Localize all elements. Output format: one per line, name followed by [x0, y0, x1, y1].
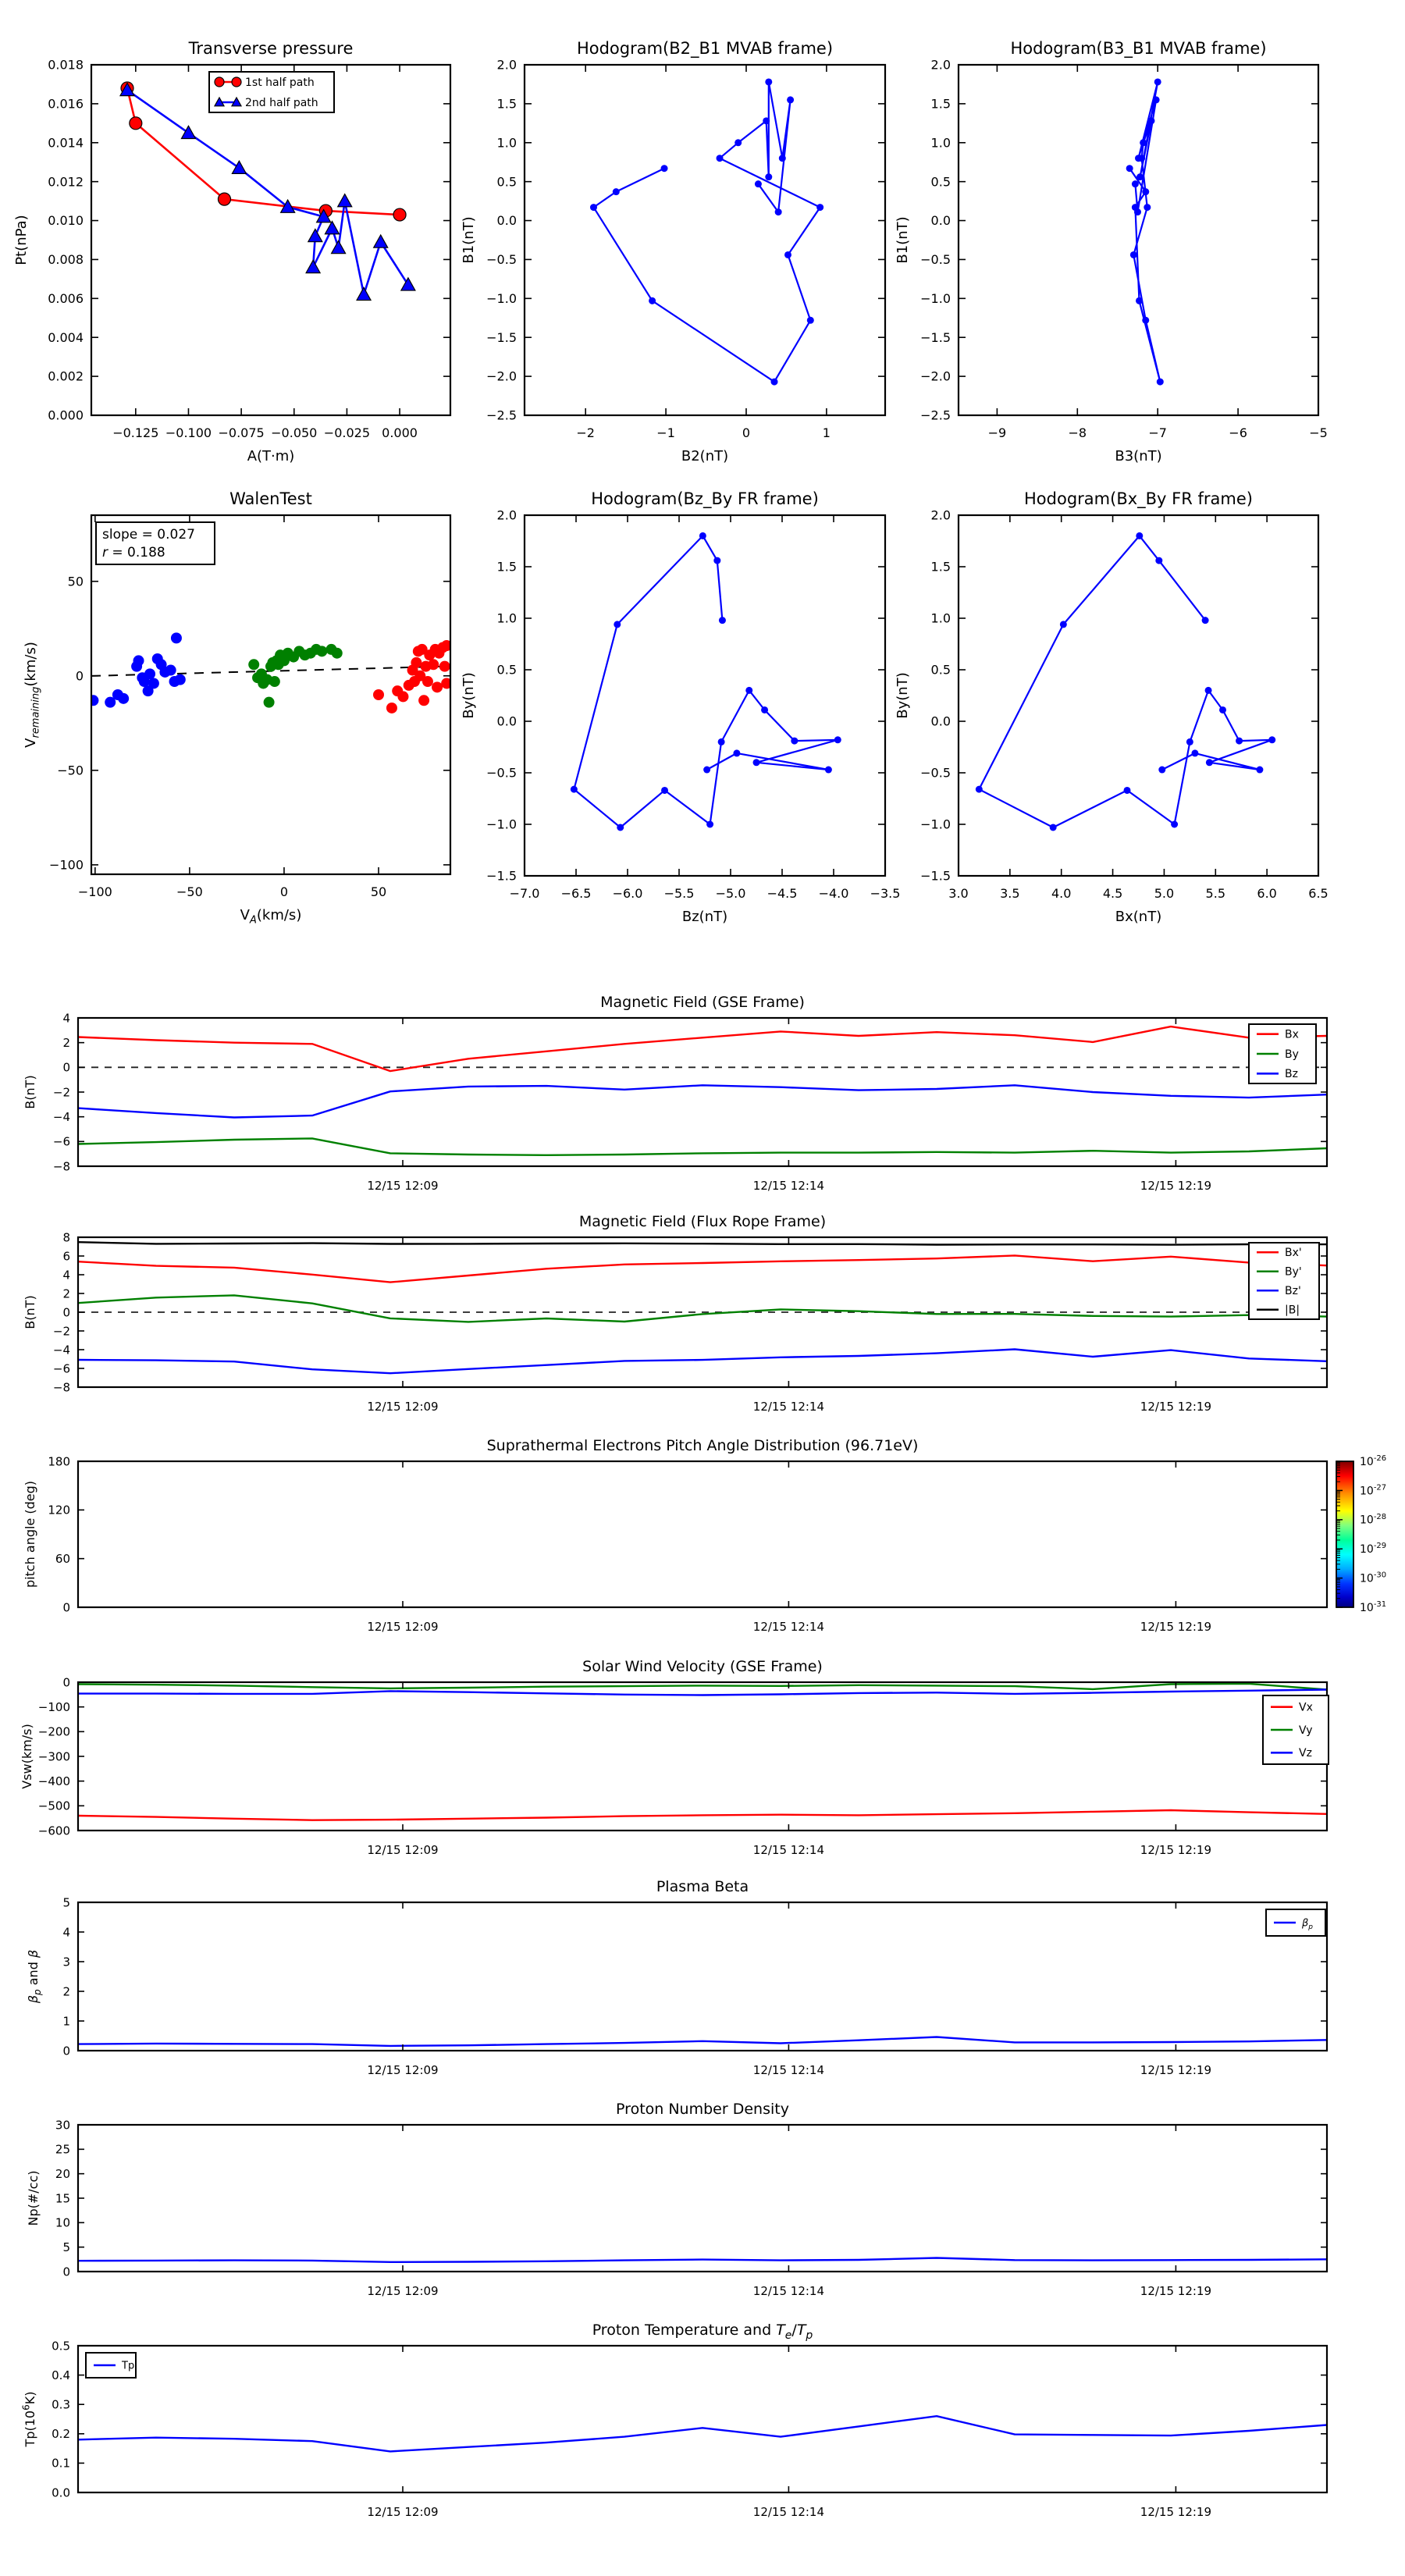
legend-label: Vx [1299, 1701, 1313, 1714]
legend [1263, 1695, 1329, 1764]
chart-svg-hodogram-bx-by [857, 468, 1405, 948]
x-tick-label: 12/15 12:14 [752, 1843, 825, 1857]
x-tick-label: 5.5 [1205, 886, 1226, 901]
y-axis-label: $\beta_p$ and β [26, 1949, 43, 2004]
y-tick-label: 0 [62, 2044, 70, 2058]
y-tick-label: 1.5 [930, 96, 951, 112]
y-tick-label: 0.018 [48, 57, 84, 73]
x-tick-label: −5.5 [663, 886, 695, 901]
y-tick-label: 0 [62, 1675, 70, 1690]
y-tick-label: 1.0 [930, 135, 951, 151]
y-tick-label: −0.5 [920, 252, 951, 268]
y-tick-label: 15 [55, 2191, 70, 2206]
x-axis-label: Bx(nT) [1115, 909, 1162, 925]
y-axis-label: By(nT) [895, 672, 911, 719]
x-tick-label: 12/15 12:19 [1140, 2505, 1212, 2519]
annotation-box [96, 522, 215, 564]
y-tick-label: −2.5 [486, 407, 517, 423]
y-axis-label: pitch angle (deg) [23, 1480, 37, 1589]
y-tick-label: 0.5 [930, 174, 951, 190]
y-tick-label: 0.008 [48, 252, 84, 268]
x-tick-label: 1 [822, 425, 831, 440]
y-tick-label: 0.016 [48, 96, 84, 112]
y-tick-label: 0.5 [52, 2339, 70, 2354]
colorbar-tick-label: $10^{-30}$ [1360, 1571, 1387, 1585]
x-tick-label: 0 [742, 425, 751, 440]
y-tick-label: 1.5 [930, 559, 951, 575]
legend-label: Tp [122, 2360, 135, 2372]
y-tick-label: 0.5 [930, 662, 951, 678]
y-tick-label: −1.5 [486, 868, 517, 884]
colorbar-tick-label: $10^{-26}$ [1360, 1454, 1387, 1468]
chart-title: Plasma Beta [656, 1878, 749, 1895]
plot-area [78, 1902, 1327, 2051]
chart-title: Magnetic Field (Flux Rope Frame) [578, 1213, 827, 1230]
y-tick-label: 0 [62, 1305, 70, 1320]
plot-area [78, 1682, 1327, 1831]
x-tick-label: −0.050 [271, 425, 318, 440]
x-tick-label: −1 [656, 425, 675, 440]
y-tick-label: 180 [48, 1454, 70, 1469]
y-tick-label: −500 [37, 1799, 70, 1813]
x-tick-label: 12/15 12:19 [1140, 1620, 1212, 1634]
chart-title: Proton Number Density [616, 2101, 789, 2118]
y-tick-label: −1.5 [920, 329, 951, 345]
x-tick-label: −0.100 [165, 425, 212, 440]
x-tick-label: 12/15 12:14 [752, 2505, 825, 2519]
x-axis-label: A(T·m) [247, 448, 295, 464]
y-tick-label: 0.004 [48, 329, 84, 345]
plot-area [525, 515, 885, 876]
x-tick-label: −3.5 [870, 886, 901, 901]
y-axis-label: Pt(nPa) [13, 215, 30, 265]
x-tick-label: −2 [576, 425, 595, 440]
y-axis-label: $V_{remaining}(km/s)$ [23, 642, 42, 748]
chart-title: Hodogram(B2_B1 MVAB frame) [576, 39, 834, 58]
chart-title: Suprathermal Electrons Pitch Angle Distribution (96.71eV) [486, 1437, 919, 1454]
x-axis-label: B2(nT) [681, 448, 729, 464]
y-tick-label: 0.002 [48, 368, 84, 384]
x-tick-label: 0.000 [382, 425, 418, 440]
x-tick-label: 3.0 [948, 886, 969, 901]
y-tick-label: 0.5 [496, 662, 517, 678]
y-tick-label: −1.5 [920, 868, 951, 884]
x-tick-label: 12/15 12:09 [367, 2505, 439, 2519]
y-tick-label: 0.3 [52, 2397, 70, 2412]
x-axis-label: Bz(nT) [681, 909, 728, 925]
plot-area [78, 2125, 1327, 2272]
y-tick-label: 4 [62, 1268, 70, 1283]
y-tick-label: 2.0 [496, 57, 517, 73]
x-tick-label: 6.0 [1257, 886, 1277, 901]
legend-label: |B| [1285, 1304, 1300, 1317]
x-tick-label: 12/15 12:09 [367, 1179, 439, 1193]
y-tick-label: −100 [37, 1699, 70, 1714]
y-tick-label: 3 [62, 1955, 70, 1969]
y-tick-label: −1.0 [486, 290, 517, 306]
x-tick-label: 12/15 12:14 [752, 1400, 825, 1414]
x-tick-label: −7 [1148, 425, 1167, 440]
legend [86, 2353, 136, 2378]
legend-label: By' [1285, 1265, 1302, 1279]
legend-label: Vz [1299, 1747, 1312, 1760]
x-tick-label: 6.5 [1308, 886, 1329, 901]
chart-title: WalenTest [229, 489, 312, 508]
y-tick-label: −1.0 [920, 290, 951, 306]
x-tick-label: −4.5 [767, 886, 798, 901]
legend [1249, 1243, 1319, 1319]
y-tick-label: 0.2 [52, 2427, 70, 2442]
y-tick-label: 0.0 [496, 713, 517, 729]
legend [209, 72, 334, 112]
x-tick-label: 4.5 [1102, 886, 1123, 901]
chart-svg-hodogram-b3-b1 [857, 18, 1405, 487]
y-tick-label: 0.000 [48, 407, 84, 423]
y-tick-label: −6 [52, 1134, 70, 1149]
x-tick-label: 12/15 12:14 [752, 2284, 825, 2298]
y-tick-label: −2 [52, 1324, 70, 1339]
y-tick-label: 25 [55, 2142, 70, 2157]
chart-title: Proton Temperature and $T_e/T_p$ [592, 2322, 813, 2342]
x-tick-label: 12/15 12:19 [1140, 2063, 1212, 2077]
x-tick-label: 4.0 [1051, 886, 1072, 901]
chart-title: Hodogram(B3_B1 MVAB frame) [1010, 39, 1267, 58]
x-tick-label: −6.5 [560, 886, 592, 901]
chart-title: Hodogram(Bz_By FR frame) [591, 489, 819, 508]
x-tick-label: 3.5 [1000, 886, 1020, 901]
y-tick-label: 0.014 [48, 135, 84, 151]
y-tick-label: 5 [62, 1895, 70, 1910]
chart-title: Transverse pressure [188, 39, 354, 58]
legend [1249, 1024, 1316, 1083]
x-tick-label: −5.0 [715, 886, 746, 901]
chart-title: Solar Wind Velocity (GSE Frame) [582, 1658, 823, 1675]
x-tick-label: −50 [176, 884, 203, 899]
y-tick-label: −400 [37, 1774, 70, 1788]
y-tick-label: −50 [57, 763, 84, 778]
y-tick-label: 8 [62, 1230, 70, 1245]
x-axis-label: $V_A(km/s)$ [240, 907, 302, 927]
y-tick-label: −2.0 [920, 368, 951, 384]
x-tick-label: −6.0 [612, 886, 643, 901]
legend-label: Bx' [1285, 1247, 1302, 1260]
y-tick-label: 60 [55, 1551, 70, 1566]
y-tick-label: −0.5 [486, 765, 517, 781]
y-tick-label: 1.5 [496, 559, 517, 575]
y-tick-label: −1.5 [486, 329, 517, 345]
y-axis-label: B1(nT) [461, 216, 477, 264]
plot-area [78, 1461, 1327, 1607]
y-tick-label: 6 [62, 1249, 70, 1264]
y-tick-label: 1.5 [496, 96, 517, 112]
y-axis-label: B1(nT) [895, 216, 911, 264]
x-tick-label: 5.0 [1154, 886, 1175, 901]
y-tick-label: 0.0 [930, 213, 951, 229]
y-tick-label: 20 [55, 2166, 70, 2181]
x-tick-label: 12/15 12:09 [367, 1843, 439, 1857]
legend-label: By [1285, 1048, 1299, 1061]
y-tick-label: −2.0 [486, 368, 517, 384]
y-tick-label: 0.0 [930, 713, 951, 729]
y-tick-label: −4 [52, 1109, 70, 1124]
x-tick-label: 12/15 12:19 [1140, 1179, 1212, 1193]
y-tick-label: −2 [52, 1085, 70, 1100]
x-tick-label: 0 [279, 884, 289, 899]
plot-area [525, 65, 885, 415]
x-tick-label: 12/15 12:14 [752, 1179, 825, 1193]
y-tick-label: 0 [75, 668, 84, 684]
plot-area [78, 1018, 1327, 1166]
y-tick-label: 0.006 [48, 290, 84, 306]
y-tick-label: 1 [62, 2014, 70, 2029]
y-tick-label: −1.0 [486, 817, 517, 832]
y-tick-label: 30 [55, 2118, 70, 2133]
y-tick-label: 0.5 [496, 174, 517, 190]
x-tick-label: −7.0 [509, 886, 540, 901]
y-tick-label: 0 [62, 2265, 70, 2279]
y-tick-label: −100 [49, 857, 84, 873]
x-tick-label: 12/15 12:19 [1140, 1843, 1212, 1857]
y-tick-label: 4 [62, 1925, 70, 1940]
y-tick-label: 4 [62, 1011, 70, 1026]
chart-svg-proton-temp [0, 2299, 1405, 2564]
x-tick-label: −5 [1309, 425, 1328, 440]
x-tick-label: −0.075 [218, 425, 265, 440]
x-tick-label: 12/15 12:19 [1140, 1400, 1212, 1414]
x-tick-label: −4.0 [818, 886, 849, 901]
y-tick-label: −300 [37, 1749, 70, 1764]
x-tick-label: 12/15 12:09 [367, 2284, 439, 2298]
y-tick-label: −8 [52, 1159, 70, 1174]
annotation-line: r = 0.188 [102, 545, 165, 560]
y-axis-label: B(nT) [23, 1075, 37, 1109]
x-tick-label: 12/15 12:14 [752, 2063, 825, 2077]
legend-label: 1st half path [245, 76, 315, 89]
x-axis-label: B3(nT) [1115, 448, 1162, 464]
annotation-line: slope = 0.027 [102, 527, 195, 543]
plot-area [78, 2346, 1327, 2492]
y-tick-label: 5 [62, 2240, 70, 2254]
legend-label: $\beta_p$ [1302, 1917, 1314, 1931]
legend [1266, 1909, 1325, 1936]
y-tick-label: 120 [48, 1503, 70, 1517]
x-tick-label: 12/15 12:19 [1140, 2284, 1212, 2298]
x-tick-label: −8 [1068, 425, 1087, 440]
y-tick-label: −0.5 [920, 765, 951, 781]
y-tick-label: −2.5 [920, 407, 951, 423]
y-tick-label: −600 [37, 1823, 70, 1838]
y-tick-label: 2.0 [496, 507, 517, 523]
y-axis-label: Vsw(km/s) [20, 1724, 34, 1789]
x-tick-label: 12/15 12:14 [752, 1620, 825, 1634]
x-tick-label: −100 [77, 884, 112, 899]
x-tick-label: −6 [1229, 425, 1247, 440]
y-tick-label: 2.0 [930, 507, 951, 523]
y-tick-label: 10 [55, 2215, 70, 2230]
y-axis-label: Np(#/cc) [26, 2170, 41, 2226]
y-tick-label: 0 [62, 1600, 70, 1615]
y-axis-label: $Tp(10^6K)$ [20, 2391, 37, 2447]
x-tick-label: −0.125 [112, 425, 159, 440]
colorbar-tick-label: $10^{-28}$ [1360, 1512, 1387, 1527]
y-tick-label: 0.0 [52, 2485, 70, 2500]
plot-area [91, 65, 450, 415]
y-tick-label: 0 [62, 1060, 70, 1075]
y-tick-label: −0.5 [486, 252, 517, 268]
legend-label: 2nd half path [245, 96, 318, 109]
x-tick-label: −9 [987, 425, 1007, 440]
y-tick-label: −8 [52, 1380, 70, 1395]
y-tick-label: 1.0 [930, 610, 951, 626]
y-tick-label: 2 [62, 1286, 70, 1301]
y-tick-label: 2 [62, 1984, 70, 1999]
legend-label: Bz' [1285, 1285, 1301, 1298]
colorbar-tick-label: $10^{-27}$ [1360, 1483, 1387, 1498]
y-axis-label: By(nT) [461, 672, 477, 719]
x-tick-label: −0.025 [323, 425, 371, 440]
y-tick-label: −4 [52, 1343, 70, 1357]
colorbar-tick-label: $10^{-29}$ [1360, 1542, 1387, 1557]
y-tick-label: −6 [52, 1361, 70, 1376]
y-tick-label: 0.0 [496, 213, 517, 229]
chart-title: Hodogram(Bx_By FR frame) [1024, 489, 1253, 508]
y-tick-label: 2 [62, 1035, 70, 1050]
x-tick-label: 12/15 12:09 [367, 1400, 439, 1414]
y-axis-label: B(nT) [23, 1295, 37, 1329]
y-tick-label: 1.0 [496, 610, 517, 626]
x-tick-label: 50 [370, 884, 387, 899]
y-tick-label: 1.0 [496, 135, 517, 151]
y-tick-label: 0.1 [52, 2456, 70, 2471]
y-tick-label: −1.0 [920, 817, 951, 832]
colorbar [1336, 1454, 1386, 1614]
y-tick-label: 50 [67, 574, 84, 589]
y-tick-label: −200 [37, 1724, 70, 1739]
y-tick-label: 0.010 [48, 213, 84, 229]
legend-label: Vy [1299, 1724, 1313, 1737]
x-tick-label: 12/15 12:09 [367, 1620, 439, 1634]
chart-title: Magnetic Field (GSE Frame) [600, 994, 805, 1011]
y-tick-label: 0.012 [48, 174, 84, 190]
y-tick-label: 0.4 [52, 2368, 70, 2382]
plot-area [959, 515, 1318, 876]
colorbar-tick-label: $10^{-31}$ [1360, 1600, 1387, 1614]
legend-label: Bz [1285, 1068, 1298, 1081]
x-tick-label: 12/15 12:09 [367, 2063, 439, 2077]
legend-label: Bx [1285, 1028, 1299, 1041]
y-tick-label: 2.0 [930, 57, 951, 73]
